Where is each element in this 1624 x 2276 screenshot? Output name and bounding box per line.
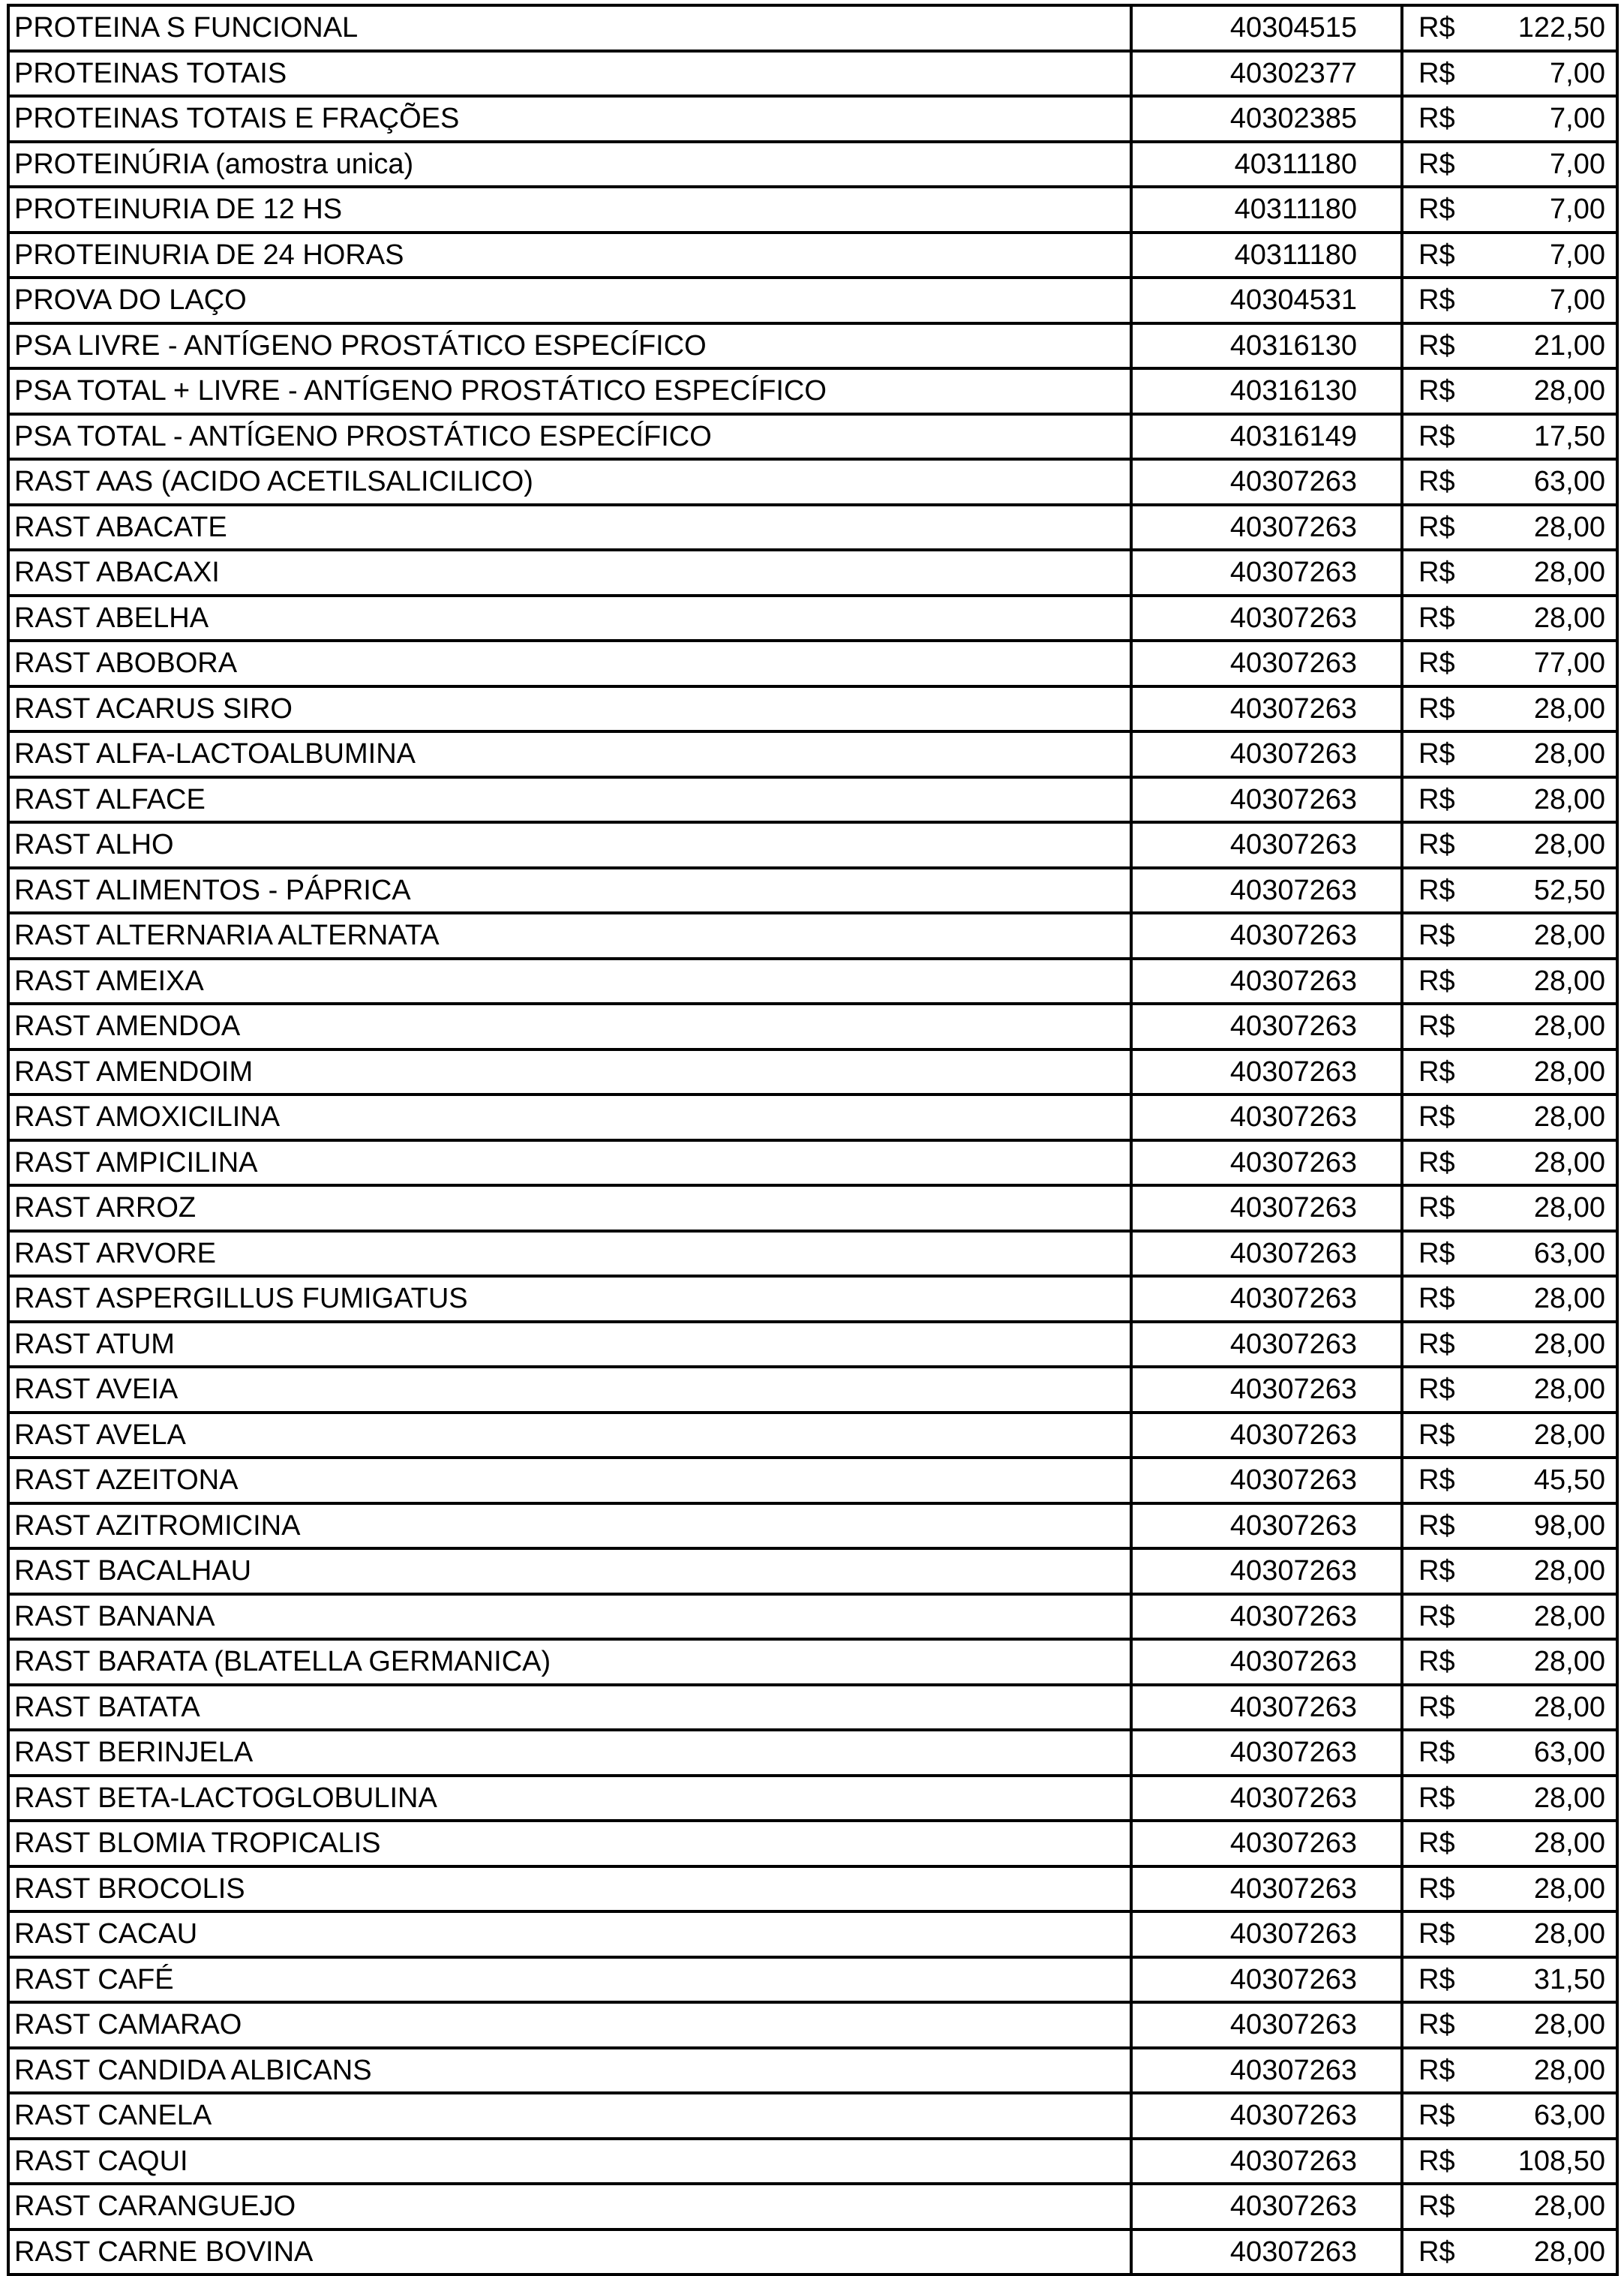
exam-code-cell: 40302385 bbox=[1131, 96, 1402, 142]
exam-price-cell: 108,50 bbox=[1472, 2139, 1617, 2184]
exam-price-cell: 28,00 bbox=[1472, 1594, 1617, 1640]
currency-symbol-cell: R$ bbox=[1402, 414, 1472, 460]
exam-price-cell: 28,00 bbox=[1472, 1639, 1617, 1685]
exam-price-cell: 28,00 bbox=[1472, 1911, 1617, 1957]
exam-price-cell: 21,00 bbox=[1472, 323, 1617, 369]
table-row bbox=[8, 1231, 1617, 1277]
exam-code-cell: 40307263 bbox=[1131, 596, 1402, 641]
exam-price-table-body bbox=[8, 5, 1617, 2274]
exam-price-cell: 63,00 bbox=[1472, 1231, 1617, 1277]
exam-price-table bbox=[7, 4, 1619, 2276]
currency-symbol-cell: R$ bbox=[1402, 1094, 1472, 1140]
currency-symbol-cell: R$ bbox=[1402, 1730, 1472, 1776]
exam-name-cell: PROTEINURIA DE 24 HORAS bbox=[8, 233, 1131, 278]
exam-code-cell: 40307263 bbox=[1131, 2093, 1402, 2139]
currency-symbol-cell: R$ bbox=[1402, 2048, 1472, 2094]
exam-code-cell: 40307263 bbox=[1131, 1639, 1402, 1685]
exam-price-cell: 28,00 bbox=[1472, 596, 1617, 641]
currency-symbol-cell: R$ bbox=[1402, 1276, 1472, 1322]
exam-price-cell: 122,50 bbox=[1472, 5, 1617, 51]
table-row bbox=[8, 2229, 1617, 2275]
exam-code-cell: 40307263 bbox=[1131, 1458, 1402, 1503]
table-row bbox=[8, 1821, 1617, 1866]
exam-price-cell: 28,00 bbox=[1472, 1004, 1617, 1049]
exam-name-cell: RAST ALIMENTOS - PÁPRICA bbox=[8, 868, 1131, 914]
exam-name-cell: RAST ABACAXI bbox=[8, 550, 1131, 596]
exam-code-cell: 40307263 bbox=[1131, 641, 1402, 686]
table-row bbox=[8, 1094, 1617, 1140]
exam-name-cell: RAST AAS (ACIDO ACETILSALICILICO) bbox=[8, 459, 1131, 505]
exam-name-cell: RAST AMENDOA bbox=[8, 1004, 1131, 1049]
exam-code-cell: 40307263 bbox=[1131, 822, 1402, 868]
exam-price-cell: 63,00 bbox=[1472, 2093, 1617, 2139]
exam-code-cell: 40307263 bbox=[1131, 1413, 1402, 1458]
currency-symbol-cell: R$ bbox=[1402, 2184, 1472, 2229]
exam-price-cell: 7,00 bbox=[1472, 142, 1617, 188]
exam-price-cell: 28,00 bbox=[1472, 959, 1617, 1004]
currency-symbol-cell: R$ bbox=[1402, 1548, 1472, 1594]
exam-price-cell: 28,00 bbox=[1472, 777, 1617, 823]
exam-code-cell: 40307263 bbox=[1131, 1503, 1402, 1549]
table-row bbox=[8, 1367, 1617, 1413]
exam-price-cell: 28,00 bbox=[1472, 822, 1617, 868]
table-row bbox=[8, 1004, 1617, 1049]
exam-code-cell: 40307263 bbox=[1131, 777, 1402, 823]
exam-code-cell: 40307263 bbox=[1131, 1322, 1402, 1368]
table-row bbox=[8, 1049, 1617, 1095]
exam-name-cell: RAST AZEITONA bbox=[8, 1458, 1131, 1503]
table-row bbox=[8, 368, 1617, 414]
exam-price-cell: 28,00 bbox=[1472, 1094, 1617, 1140]
exam-name-cell: PSA LIVRE - ANTÍGENO PROSTÁTICO ESPECÍFICO bbox=[8, 323, 1131, 369]
exam-name-cell: RAST BLOMIA TROPICALIS bbox=[8, 1821, 1131, 1866]
exam-price-cell: 28,00 bbox=[1472, 550, 1617, 596]
currency-symbol-cell: R$ bbox=[1402, 686, 1472, 732]
exam-price-cell: 77,00 bbox=[1472, 641, 1617, 686]
table-row bbox=[8, 1458, 1617, 1503]
currency-symbol-cell: R$ bbox=[1402, 368, 1472, 414]
exam-code-cell: 40307263 bbox=[1131, 913, 1402, 959]
exam-price-cell: 7,00 bbox=[1472, 51, 1617, 97]
table-row bbox=[8, 5, 1617, 51]
currency-symbol-cell: R$ bbox=[1402, 187, 1472, 233]
currency-symbol-cell: R$ bbox=[1402, 1685, 1472, 1731]
currency-symbol-cell: R$ bbox=[1402, 96, 1472, 142]
table-row bbox=[8, 2093, 1617, 2139]
exam-name-cell: RAST CACAU bbox=[8, 1911, 1131, 1957]
exam-price-cell: 98,00 bbox=[1472, 1503, 1617, 1549]
exam-code-cell: 40307263 bbox=[1131, 2048, 1402, 2094]
exam-code-cell: 40307263 bbox=[1131, 1911, 1402, 1957]
exam-price-cell: 28,00 bbox=[1472, 686, 1617, 732]
currency-symbol-cell: R$ bbox=[1402, 51, 1472, 97]
table-row bbox=[8, 1957, 1617, 2003]
exam-price-cell: 28,00 bbox=[1472, 2048, 1617, 2094]
table-row bbox=[8, 731, 1617, 777]
currency-symbol-cell: R$ bbox=[1402, 1231, 1472, 1277]
exam-price-cell: 28,00 bbox=[1472, 1049, 1617, 1095]
table-row bbox=[8, 414, 1617, 460]
exam-price-cell: 28,00 bbox=[1472, 1322, 1617, 1368]
currency-symbol-cell: R$ bbox=[1402, 777, 1472, 823]
exam-name-cell: RAST ABELHA bbox=[8, 596, 1131, 641]
currency-symbol-cell: R$ bbox=[1402, 1503, 1472, 1549]
exam-price-cell: 17,50 bbox=[1472, 414, 1617, 460]
exam-code-cell: 40307263 bbox=[1131, 1094, 1402, 1140]
exam-price-cell: 28,00 bbox=[1472, 2002, 1617, 2048]
exam-code-cell: 40307263 bbox=[1131, 1730, 1402, 1776]
currency-symbol-cell: R$ bbox=[1402, 641, 1472, 686]
exam-code-cell: 40304531 bbox=[1131, 278, 1402, 323]
currency-symbol-cell: R$ bbox=[1402, 1049, 1472, 1095]
exam-name-cell: PSA TOTAL - ANTÍGENO PROSTÁTICO ESPECÍFICO bbox=[8, 414, 1131, 460]
exam-code-cell: 40304515 bbox=[1131, 5, 1402, 51]
exam-name-cell: RAST CARNE BOVINA bbox=[8, 2229, 1131, 2275]
exam-code-cell: 40307263 bbox=[1131, 1185, 1402, 1231]
currency-symbol-cell: R$ bbox=[1402, 1322, 1472, 1368]
exam-code-cell: 40307263 bbox=[1131, 2229, 1402, 2275]
currency-symbol-cell: R$ bbox=[1402, 142, 1472, 188]
exam-name-cell: RAST AVELA bbox=[8, 1413, 1131, 1458]
exam-name-cell: RAST ACARUS SIRO bbox=[8, 686, 1131, 732]
exam-name-cell: RAST AMENDOIM bbox=[8, 1049, 1131, 1095]
exam-name-cell: RAST CAFÉ bbox=[8, 1957, 1131, 2003]
exam-name-cell: RAST ALFA-LACTOALBUMINA bbox=[8, 731, 1131, 777]
exam-price-cell: 28,00 bbox=[1472, 1140, 1617, 1186]
currency-symbol-cell: R$ bbox=[1402, 2093, 1472, 2139]
exam-name-cell: RAST ASPERGILLUS FUMIGATUS bbox=[8, 1276, 1131, 1322]
exam-code-cell: 40307263 bbox=[1131, 1231, 1402, 1277]
exam-name-cell: PROTEINA S FUNCIONAL bbox=[8, 5, 1131, 51]
exam-code-cell: 40307263 bbox=[1131, 1821, 1402, 1866]
exam-price-cell: 7,00 bbox=[1472, 278, 1617, 323]
currency-symbol-cell: R$ bbox=[1402, 2139, 1472, 2184]
exam-price-cell: 7,00 bbox=[1472, 96, 1617, 142]
exam-code-cell: 40307263 bbox=[1131, 1276, 1402, 1322]
exam-name-cell: RAST BERINJELA bbox=[8, 1730, 1131, 1776]
exam-code-cell: 40307263 bbox=[1131, 868, 1402, 914]
exam-code-cell: 40311180 bbox=[1131, 187, 1402, 233]
currency-symbol-cell: R$ bbox=[1402, 868, 1472, 914]
table-row bbox=[8, 2002, 1617, 2048]
exam-name-cell: RAST ABOBORA bbox=[8, 641, 1131, 686]
currency-symbol-cell: R$ bbox=[1402, 1594, 1472, 1640]
table-row bbox=[8, 323, 1617, 369]
exam-code-cell: 40307263 bbox=[1131, 959, 1402, 1004]
exam-name-cell: RAST ATUM bbox=[8, 1322, 1131, 1368]
currency-symbol-cell: R$ bbox=[1402, 505, 1472, 551]
currency-symbol-cell: R$ bbox=[1402, 1821, 1472, 1866]
exam-code-cell: 40316130 bbox=[1131, 323, 1402, 369]
exam-name-cell: PROTEINURIA DE 12 HS bbox=[8, 187, 1131, 233]
exam-code-cell: 40307263 bbox=[1131, 459, 1402, 505]
exam-price-cell: 28,00 bbox=[1472, 1776, 1617, 1821]
table-row bbox=[8, 459, 1617, 505]
exam-code-cell: 40307263 bbox=[1131, 1140, 1402, 1186]
table-row bbox=[8, 913, 1617, 959]
table-row bbox=[8, 596, 1617, 641]
exam-code-cell: 40307263 bbox=[1131, 1594, 1402, 1640]
table-row bbox=[8, 641, 1617, 686]
exam-price-cell: 31,50 bbox=[1472, 1957, 1617, 2003]
currency-symbol-cell: R$ bbox=[1402, 596, 1472, 641]
table-row bbox=[8, 1776, 1617, 1821]
currency-symbol-cell: R$ bbox=[1402, 1639, 1472, 1685]
table-row bbox=[8, 2139, 1617, 2184]
exam-code-cell: 40307263 bbox=[1131, 2139, 1402, 2184]
exam-name-cell: RAST BANANA bbox=[8, 1594, 1131, 1640]
exam-name-cell: RAST AVEIA bbox=[8, 1367, 1131, 1413]
table-row bbox=[8, 1730, 1617, 1776]
exam-name-cell: PROTEINÚRIA (amostra unica) bbox=[8, 142, 1131, 188]
exam-price-cell: 28,00 bbox=[1472, 1367, 1617, 1413]
exam-code-cell: 40307263 bbox=[1131, 1004, 1402, 1049]
exam-name-cell: PROVA DO LAÇO bbox=[8, 278, 1131, 323]
currency-symbol-cell: R$ bbox=[1402, 959, 1472, 1004]
exam-price-cell: 28,00 bbox=[1472, 731, 1617, 777]
currency-symbol-cell: R$ bbox=[1402, 5, 1472, 51]
exam-price-cell: 63,00 bbox=[1472, 1730, 1617, 1776]
table-row bbox=[8, 686, 1617, 732]
exam-price-cell: 28,00 bbox=[1472, 1276, 1617, 1322]
exam-name-cell: RAST CANDIDA ALBICANS bbox=[8, 2048, 1131, 2094]
exam-code-cell: 40307263 bbox=[1131, 550, 1402, 596]
table-row bbox=[8, 1276, 1617, 1322]
exam-code-cell: 40316149 bbox=[1131, 414, 1402, 460]
table-row bbox=[8, 822, 1617, 868]
exam-price-cell: 28,00 bbox=[1472, 1548, 1617, 1594]
exam-price-cell: 28,00 bbox=[1472, 368, 1617, 414]
currency-symbol-cell: R$ bbox=[1402, 1185, 1472, 1231]
currency-symbol-cell: R$ bbox=[1402, 233, 1472, 278]
exam-name-cell: PROTEINAS TOTAIS E FRAÇÕES bbox=[8, 96, 1131, 142]
exam-name-cell: RAST BETA-LACTOGLOBULINA bbox=[8, 1776, 1131, 1821]
table-row bbox=[8, 2048, 1617, 2094]
exam-name-cell: RAST BROCOLIS bbox=[8, 1866, 1131, 1912]
exam-code-cell: 40311180 bbox=[1131, 233, 1402, 278]
table-row bbox=[8, 233, 1617, 278]
exam-price-cell: 28,00 bbox=[1472, 1866, 1617, 1912]
exam-price-cell: 28,00 bbox=[1472, 1821, 1617, 1866]
exam-code-cell: 40316130 bbox=[1131, 368, 1402, 414]
exam-name-cell: RAST CARANGUEJO bbox=[8, 2184, 1131, 2229]
currency-symbol-cell: R$ bbox=[1402, 2229, 1472, 2275]
table-row bbox=[8, 2184, 1617, 2229]
currency-symbol-cell: R$ bbox=[1402, 278, 1472, 323]
table-row bbox=[8, 868, 1617, 914]
exam-code-cell: 40307263 bbox=[1131, 1957, 1402, 2003]
currency-symbol-cell: R$ bbox=[1402, 1866, 1472, 1912]
currency-symbol-cell: R$ bbox=[1402, 1413, 1472, 1458]
exam-name-cell: RAST CANELA bbox=[8, 2093, 1131, 2139]
exam-name-cell: RAST ALHO bbox=[8, 822, 1131, 868]
currency-symbol-cell: R$ bbox=[1402, 1004, 1472, 1049]
table-row bbox=[8, 1503, 1617, 1549]
exam-code-cell: 40307263 bbox=[1131, 505, 1402, 551]
table-row bbox=[8, 1140, 1617, 1186]
exam-name-cell: RAST CAMARAO bbox=[8, 2002, 1131, 2048]
currency-symbol-cell: R$ bbox=[1402, 1911, 1472, 1957]
exam-code-cell: 40302377 bbox=[1131, 51, 1402, 97]
table-row bbox=[8, 1322, 1617, 1368]
currency-symbol-cell: R$ bbox=[1402, 822, 1472, 868]
exam-name-cell: RAST BACALHAU bbox=[8, 1548, 1131, 1594]
exam-name-cell: PSA TOTAL + LIVRE - ANTÍGENO PROSTÁTICO ESPECÍFICO bbox=[8, 368, 1131, 414]
table-row bbox=[8, 51, 1617, 97]
table-row bbox=[8, 1866, 1617, 1912]
exam-code-cell: 40307263 bbox=[1131, 2184, 1402, 2229]
exam-name-cell: RAST ALFACE bbox=[8, 777, 1131, 823]
currency-symbol-cell: R$ bbox=[1402, 913, 1472, 959]
price-list-sheet bbox=[7, 4, 1619, 2276]
exam-price-cell: 28,00 bbox=[1472, 2229, 1617, 2275]
table-row bbox=[8, 1685, 1617, 1731]
exam-name-cell: RAST ARVORE bbox=[8, 1231, 1131, 1277]
table-row bbox=[8, 1911, 1617, 1957]
table-row bbox=[8, 777, 1617, 823]
exam-code-cell: 40307263 bbox=[1131, 1776, 1402, 1821]
exam-price-cell: 7,00 bbox=[1472, 233, 1617, 278]
exam-price-cell: 7,00 bbox=[1472, 187, 1617, 233]
exam-price-cell: 28,00 bbox=[1472, 1413, 1617, 1458]
table-row bbox=[8, 1594, 1617, 1640]
table-row bbox=[8, 96, 1617, 142]
exam-name-cell: PROTEINAS TOTAIS bbox=[8, 51, 1131, 97]
exam-price-cell: 28,00 bbox=[1472, 505, 1617, 551]
exam-price-cell: 28,00 bbox=[1472, 913, 1617, 959]
table-row bbox=[8, 1548, 1617, 1594]
exam-price-cell: 63,00 bbox=[1472, 459, 1617, 505]
exam-code-cell: 40307263 bbox=[1131, 1049, 1402, 1095]
exam-name-cell: RAST BATATA bbox=[8, 1685, 1131, 1731]
exam-price-cell: 45,50 bbox=[1472, 1458, 1617, 1503]
exam-name-cell: RAST AMEIXA bbox=[8, 959, 1131, 1004]
exam-price-cell: 52,50 bbox=[1472, 868, 1617, 914]
exam-name-cell: RAST CAQUI bbox=[8, 2139, 1131, 2184]
table-row bbox=[8, 505, 1617, 551]
table-row bbox=[8, 278, 1617, 323]
table-row bbox=[8, 1185, 1617, 1231]
exam-code-cell: 40307263 bbox=[1131, 1866, 1402, 1912]
currency-symbol-cell: R$ bbox=[1402, 459, 1472, 505]
exam-name-cell: RAST AZITROMICINA bbox=[8, 1503, 1131, 1549]
table-row bbox=[8, 142, 1617, 188]
exam-price-cell: 28,00 bbox=[1472, 1185, 1617, 1231]
currency-symbol-cell: R$ bbox=[1402, 1458, 1472, 1503]
currency-symbol-cell: R$ bbox=[1402, 1776, 1472, 1821]
exam-name-cell: RAST BARATA (BLATELLA GERMANICA) bbox=[8, 1639, 1131, 1685]
exam-price-cell: 28,00 bbox=[1472, 1685, 1617, 1731]
exam-name-cell: RAST ABACATE bbox=[8, 505, 1131, 551]
table-row bbox=[8, 550, 1617, 596]
table-row bbox=[8, 1639, 1617, 1685]
table-row bbox=[8, 959, 1617, 1004]
currency-symbol-cell: R$ bbox=[1402, 323, 1472, 369]
currency-symbol-cell: R$ bbox=[1402, 2002, 1472, 2048]
exam-code-cell: 40307263 bbox=[1131, 686, 1402, 732]
exam-code-cell: 40307263 bbox=[1131, 731, 1402, 777]
exam-name-cell: RAST AMOXICILINA bbox=[8, 1094, 1131, 1140]
currency-symbol-cell: R$ bbox=[1402, 550, 1472, 596]
table-row bbox=[8, 1413, 1617, 1458]
exam-code-cell: 40307263 bbox=[1131, 2002, 1402, 2048]
exam-code-cell: 40307263 bbox=[1131, 1367, 1402, 1413]
exam-name-cell: RAST ALTERNARIA ALTERNATA bbox=[8, 913, 1131, 959]
exam-name-cell: RAST AMPICILINA bbox=[8, 1140, 1131, 1186]
table-row bbox=[8, 187, 1617, 233]
currency-symbol-cell: R$ bbox=[1402, 1367, 1472, 1413]
currency-symbol-cell: R$ bbox=[1402, 1140, 1472, 1186]
exam-code-cell: 40311180 bbox=[1131, 142, 1402, 188]
exam-name-cell: RAST ARROZ bbox=[8, 1185, 1131, 1231]
exam-code-cell: 40307263 bbox=[1131, 1548, 1402, 1594]
exam-price-cell: 28,00 bbox=[1472, 2184, 1617, 2229]
currency-symbol-cell: R$ bbox=[1402, 1957, 1472, 2003]
exam-code-cell: 40307263 bbox=[1131, 1685, 1402, 1731]
currency-symbol-cell: R$ bbox=[1402, 731, 1472, 777]
